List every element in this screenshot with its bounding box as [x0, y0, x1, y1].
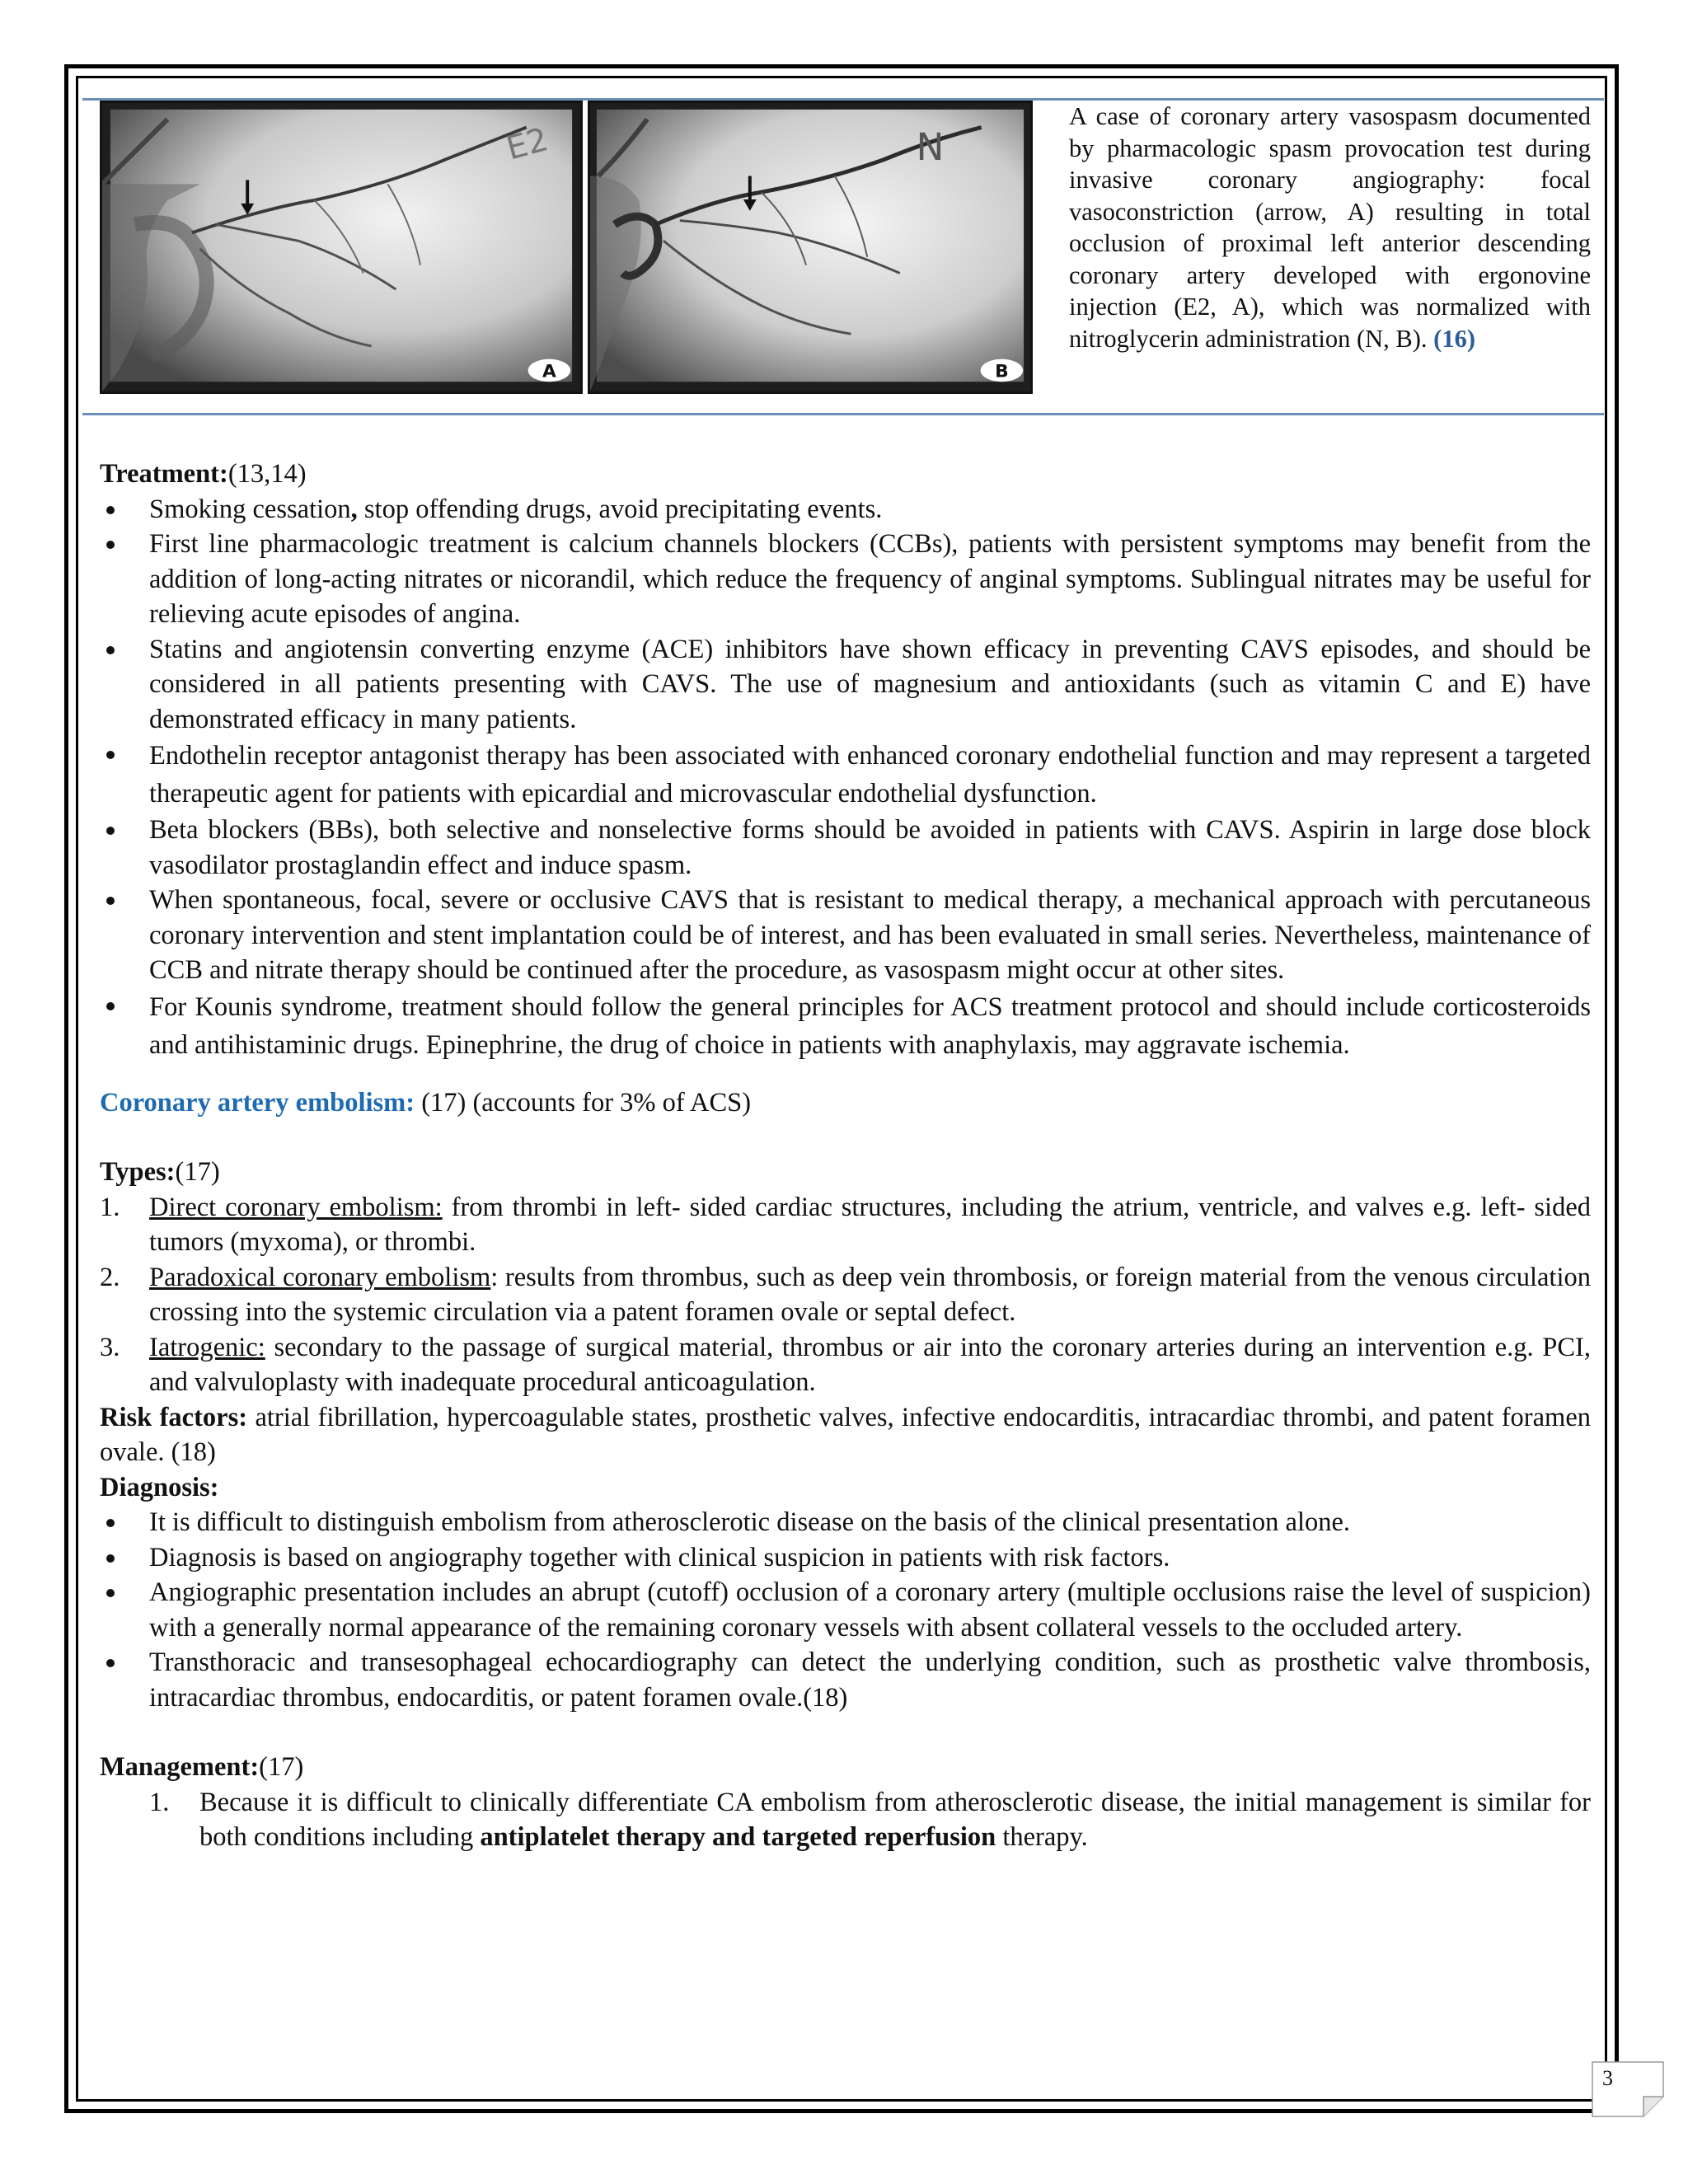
page-curl-icon	[1591, 2060, 1665, 2118]
angiogram-a-image	[102, 103, 580, 391]
list-item: 2. Paradoxical coronary embolism: results from thrombus, such as deep vein thrombosis, or foreign material from the venous circulation crossing into the systemic circulation via a patent foramen ovale or septal defect.	[100, 1262, 1591, 1327]
list-item: When spontaneous, focal, severe or occlusive CAVS that is resistant to medical therapy, a mechanical approach with percutaneous coronary intervention and stent implantation could be of interest, and has been evaluated in small series. Nevertheless, maintenance of CCB and nitrate therapy should be continued after the procedure, as vasospasm might occur at other sites.	[100, 883, 1591, 988]
panel-b-label: B	[995, 361, 1009, 382]
list-item: Endothelin receptor antagonist therapy has been associated with enhanced coronary endothelial function and may represent a targeted therapeutic agent for patients with epicardial and microvascular endothelial dysfunction.	[100, 737, 1591, 813]
diagnosis-list	[100, 1505, 1591, 1715]
page-number: 3	[1602, 2066, 1613, 2090]
angiogram-b-image	[590, 103, 1030, 391]
management-heading: Management:(17)	[100, 1752, 304, 1782]
svg-text:N: N	[916, 124, 945, 169]
page-number-tab	[1591, 2060, 1665, 2118]
list-item: Statins and angiotensin converting enzyme (ACE) inhibitors have shown efficacy in preventing CAVS episodes, and should be considered in all patients presenting with CAVS. The use of magnesium and antioxidants (such as vitamin C and E) have demonstrated efficacy in many patients.	[100, 632, 1591, 738]
figure-caption-ref: (16)	[1433, 324, 1475, 353]
figure-bottom-rule	[82, 413, 1604, 415]
panel-a-label: A	[542, 361, 556, 382]
angiogram-panel-a	[100, 101, 583, 394]
list-item: 1. Direct coronary embolism: from thrombi in left- sided cardiac structures, including the atrium, ventricle, and valves e.g. left- sided tumors (myxoma), or thrombi.	[100, 1192, 1591, 1257]
types-heading: Types:(17)	[100, 1157, 220, 1187]
figure-caption	[1069, 101, 1591, 354]
list-item: It is difficult to distinguish embolism from atherosclerotic disease on the basis of the clinical presentation alone.	[100, 1505, 1591, 1540]
diagnosis-heading: Diagnosis:	[100, 1472, 219, 1502]
list-item: Angiographic presentation includes an abrupt (cutoff) occlusion of a coronary artery (multiple occlusions raise the level of suspicion) with a generally normal appearance of the remaining coronary vessels with absent collateral vessels to the occluded artery.	[100, 1575, 1591, 1645]
list-item: Diagnosis is based on angiography together with clinical suspicion in patients with risk factors.	[100, 1540, 1591, 1576]
treatment-list	[100, 492, 1591, 1064]
risk-factors: Risk factors: atrial fibrillation, hypercoagulable states, prosthetic valves, infective endocarditis, intracardiac thrombi, and patent foramen ovale. (18)	[100, 1402, 1591, 1467]
list-item: Beta blockers (BBs), both selective and nonselective forms should be avoided in patients with CAVS. Aspirin in large dose block vasodilator prostaglandin effect and induce spasm.	[100, 813, 1591, 883]
types-list	[100, 1190, 1591, 1400]
figure-caption-text: A case of coronary artery vasospasm documented by pharmacologic spasm provocation test during invasive coronary angiography: focal vasoconstriction (arrow, A) resulting in total occlusion of proximal left anterior descending coronary artery developed with ergonovine injection (E2, A), which was normalized with nitroglycerin administration (N, B).	[1069, 102, 1591, 353]
list-item: 1. Because it is difficult to clinically differentiate CA embolism from atherosclerotic disease, the initial management is similar for both conditions including antiplatelet therapy and targeted reperfusion therapy.	[149, 1787, 1591, 1852]
list-item: Smoking cessation, stop offending drugs, avoid precipitating events.	[100, 492, 1591, 527]
list-item: For Kounis syndrome, treatment should follow the general principles for ACS treatment protocol and should include corticosteroids and antihistaminic drugs. Epinephrine, the drug of choice in patients with anaphylaxis, may aggravate ischemia.	[100, 988, 1591, 1064]
list-item: First line pharmacologic treatment is calcium channels blockers (CCBs), patients with persistent symptoms may benefit from the addition of long-acting nitrates or nicorandil, which reduce the frequency of anginal symptoms. Sublingual nitrates may be useful for relieving acute episodes of angina.	[100, 527, 1591, 632]
svg-text:E2: E2	[502, 120, 552, 168]
management-list	[100, 1785, 1591, 1855]
list-item: 3. Iatrogenic: secondary to the passage of surgical material, thrombus or air into the coronary arteries during an intervention e.g. PCI, and valvuloplasty with inadequate procedural anticoagulation.	[100, 1332, 1591, 1397]
angiogram-panel-b	[588, 101, 1033, 394]
treatment-heading: Treatment:(13,14)	[100, 459, 307, 489]
main-content	[100, 457, 1591, 1855]
list-item: Transthoracic and transesophageal echocardiography can detect the underlying condition, such as prosthetic valve thrombosis, intracardiac thrombus, endocarditis, or patent foramen ovale.(18)	[100, 1645, 1591, 1715]
embolism-section-title: Coronary artery embolism: (17) (accounts for 3% of ACS)	[100, 1087, 752, 1118]
